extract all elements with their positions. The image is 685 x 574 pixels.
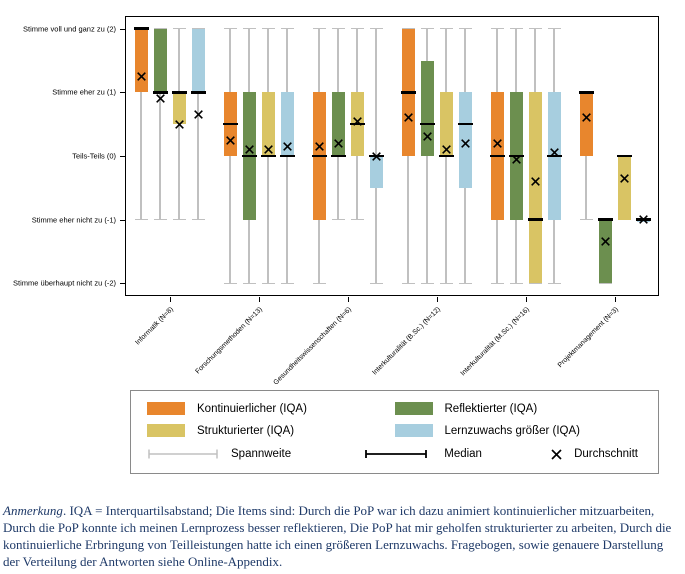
iqr-box: [192, 29, 205, 93]
range-cap: [440, 283, 453, 285]
range-cap: [421, 283, 434, 285]
median-line: [617, 155, 632, 158]
range-cap: [440, 28, 453, 30]
mean-marker: [550, 148, 559, 157]
range-whisker-icon: [147, 448, 219, 460]
iqr-box: [529, 92, 542, 283]
y-tick-mark: [120, 156, 125, 157]
range-cap: [491, 283, 504, 285]
range-cap: [370, 28, 383, 30]
mean-marker: [582, 113, 591, 122]
mean-marker: [156, 94, 165, 103]
median-line: [261, 155, 276, 158]
median-line: [242, 155, 257, 158]
x-tick-mark: [259, 297, 260, 302]
iqr-box: [135, 29, 148, 93]
mean-marker: [137, 72, 146, 81]
median-line: [312, 155, 327, 158]
y-tick-label: Stimme überhaupt nicht zu (-2): [13, 278, 116, 288]
mean-marker: [531, 177, 540, 186]
range-cap: [154, 219, 167, 221]
range-cap: [491, 28, 504, 30]
legend: [130, 390, 659, 474]
iqr-box: [370, 156, 383, 188]
mean-marker: [315, 142, 324, 151]
plot-area: [125, 16, 659, 296]
iqr-box: [618, 156, 631, 220]
mean-marker: [461, 139, 470, 148]
range-cap: [192, 219, 205, 221]
iqr-box: [154, 29, 167, 93]
median-line: [439, 155, 454, 158]
range-cap: [529, 28, 542, 30]
legend-item-mean: [551, 448, 638, 460]
range-cap: [459, 28, 472, 30]
legend-label: Kontinuierlicher (IQA): [197, 402, 307, 415]
range-cap: [262, 283, 275, 285]
mean-marker: [423, 132, 432, 141]
median-line: [458, 123, 473, 126]
mean-x-icon: [551, 449, 562, 460]
footnote: [3, 503, 683, 571]
range-cap: [281, 28, 294, 30]
y-tick-mark: [120, 92, 125, 93]
mean-marker: [372, 152, 381, 161]
x-tick-mark: [526, 297, 527, 302]
range-cap: [243, 283, 256, 285]
median-line: [134, 27, 149, 30]
range-cap: [281, 283, 294, 285]
legend-range-label: Spannweite: [231, 448, 292, 460]
x-axis-label: Gesundheitswissenschaften (N=6): [271, 306, 353, 387]
range-cap: [459, 283, 472, 285]
legend-item: [395, 402, 643, 415]
legend-item: [147, 424, 395, 437]
iqr-box: [599, 220, 612, 284]
footnote-text: . IQA = Interquartilsabstand; Die Items sind: Durch die PoP war ich dazu animiert kontinuierlicher mitzuarbeiten, Durch die PoP konnte ich meinen Lernprozess besser reflektieren, Die PoP hat mir geholfen strukturierter zu arbeiten, Durch die kontinuierliche Erbringung von Teilleistungen hatte ich einen größeren Lernzuwachs. Fragebogen, sowie genauere Darstellung der Verteilung der Antworten siehe Online-Appendix.: [3, 503, 672, 569]
x-axis-label: Informatik (N=8): [133, 306, 175, 347]
median-line: [579, 91, 594, 94]
x-axis-label: Interkulturalität (M.Sc.) (N=16): [459, 306, 531, 378]
x-tick-mark: [437, 297, 438, 302]
legend-swatch: [147, 424, 185, 437]
range-cap: [421, 28, 434, 30]
median-line: [528, 218, 543, 221]
range-whisker: [229, 29, 231, 284]
median-line: [331, 155, 346, 158]
range-cap: [135, 219, 148, 221]
x-axis-label: Projektmanagement (N=3): [556, 306, 620, 370]
legend-series-grid: [147, 402, 642, 437]
legend-swatch: [147, 402, 185, 415]
range-cap: [173, 28, 186, 30]
median-line-icon: [360, 448, 432, 460]
iqr-box: [580, 92, 593, 156]
mean-marker: [404, 113, 413, 122]
median-line: [490, 155, 505, 158]
mean-marker: [512, 155, 521, 164]
legend-swatch: [395, 424, 433, 437]
x-tick-mark: [348, 297, 349, 302]
x-axis-label: Interkulturalität (B.Sc.) (N=12): [370, 306, 442, 377]
mean-marker: [442, 145, 451, 154]
range-cap: [313, 283, 326, 285]
legend-item-range: [147, 448, 291, 460]
mean-marker: [283, 142, 292, 151]
legend-median-label: Median: [444, 448, 482, 460]
legend-item: [395, 424, 643, 437]
median-line: [598, 218, 613, 221]
range-cap: [313, 28, 326, 30]
mean-marker: [264, 145, 273, 154]
y-tick-label: Stimme eher zu (1): [52, 87, 116, 97]
range-cap: [173, 219, 186, 221]
median-line: [420, 123, 435, 126]
range-cap: [243, 28, 256, 30]
x-tick-mark: [170, 297, 171, 302]
legend-label: Lernzuwachs größer (IQA): [444, 424, 580, 437]
range-cap: [580, 219, 593, 221]
range-cap: [224, 283, 237, 285]
legend-label: Reflektierter (IQA): [444, 402, 538, 415]
legend-label: Strukturierter (IQA): [197, 424, 295, 437]
median-line: [280, 155, 295, 158]
mean-marker: [639, 215, 648, 224]
mean-marker: [601, 237, 610, 246]
legend-mean-label: Durchschnitt: [574, 448, 638, 460]
range-cap: [332, 28, 345, 30]
range-cap: [548, 28, 561, 30]
median-line: [172, 91, 187, 94]
range-cap: [224, 28, 237, 30]
range-cap: [351, 219, 364, 221]
x-tick-mark: [615, 297, 616, 302]
legend-swatch: [395, 402, 433, 415]
mean-marker: [245, 145, 254, 154]
iqr-box: [421, 61, 434, 156]
range-cap: [548, 283, 561, 285]
footnote-lead: Anmerkung: [3, 503, 63, 518]
range-cap: [510, 28, 523, 30]
range-cap: [332, 219, 345, 221]
mean-marker: [620, 174, 629, 183]
y-tick-label: Teils-Teils (0): [72, 151, 116, 161]
legend-symbols-row: [147, 448, 642, 460]
median-line: [223, 123, 238, 126]
y-tick-mark: [120, 283, 125, 284]
y-tick-label: Stimme voll und ganz zu (2): [23, 23, 116, 33]
mean-marker: [353, 117, 362, 126]
mean-marker: [334, 139, 343, 148]
mean-marker: [194, 110, 203, 119]
mean-marker: [493, 139, 502, 148]
legend-item-median: [360, 448, 482, 460]
mean-marker: [175, 120, 184, 129]
range-cap: [262, 28, 275, 30]
range-cap: [351, 28, 364, 30]
y-tick-label: Stimme eher nicht zu (-1): [31, 214, 116, 224]
median-line: [401, 91, 416, 94]
legend-item: [147, 402, 395, 415]
range-cap: [370, 283, 383, 285]
y-tick-mark: [120, 220, 125, 221]
x-axis-label: Forschungsmethoden (N=13): [193, 306, 264, 376]
range-cap: [402, 283, 415, 285]
y-tick-mark: [120, 29, 125, 30]
range-cap: [510, 283, 523, 285]
mean-marker: [226, 136, 235, 145]
median-line: [191, 91, 206, 94]
